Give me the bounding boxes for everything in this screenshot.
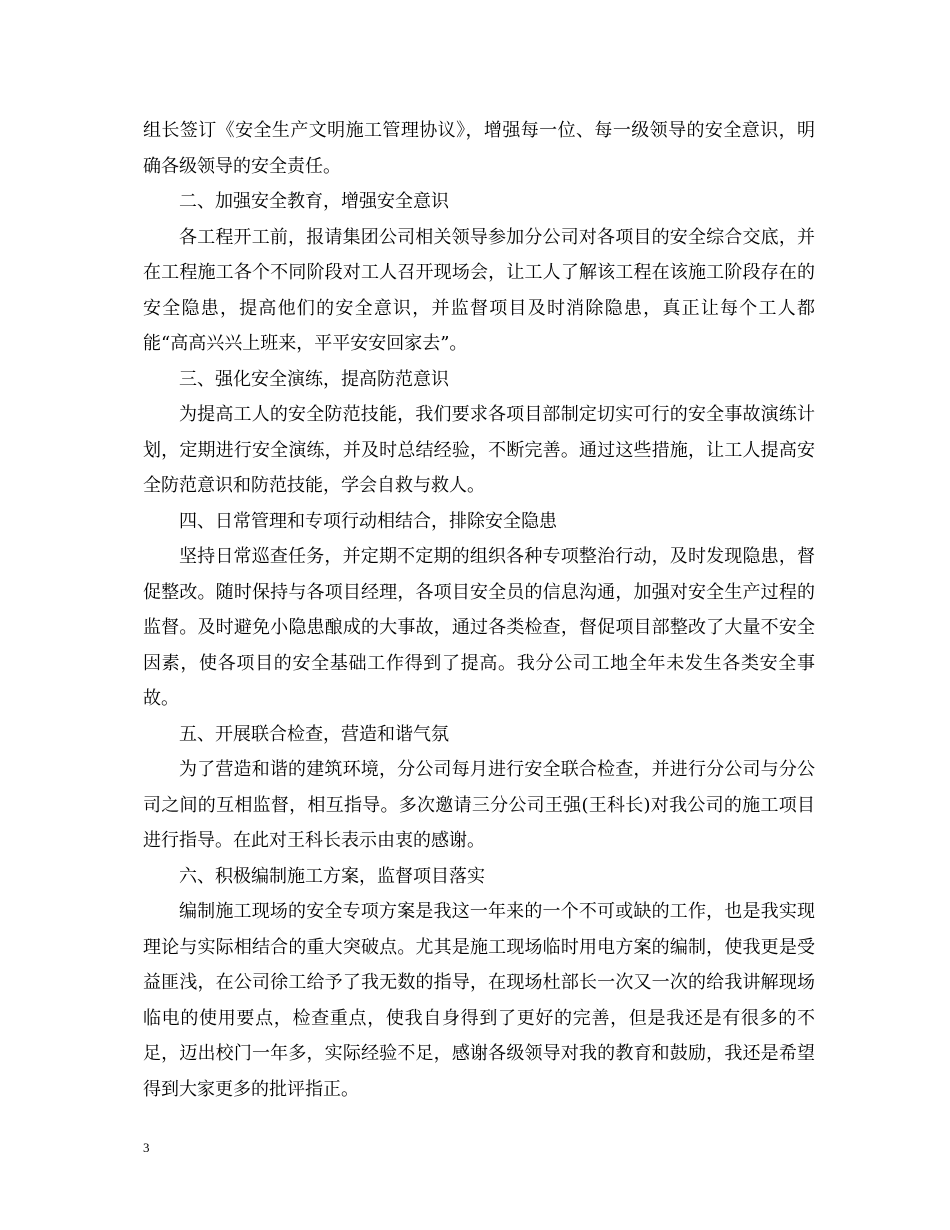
section-heading-3: 三、强化安全演练，提高防范意识 xyxy=(179,368,449,390)
paragraph-joint-inspection: 为了营造和谐的建筑环境，分公司每月进行安全联合检查，并进行分公司与分公司之间的互相监督，相互指导。多次邀请三分公司王强(王科长)对我公司的施工项目进行指导。在此对王科长表示由衷的感谢。 xyxy=(143,759,815,851)
paragraph-safety-education: 各工程开工前，报请集团公司相关领导参加分公司对各项目的安全综合交底，并在工程施工各个不同阶段对工人召开现场会，让工人了解该工程在该施工阶段存在的安全隐患，提高他们的安全意识，并监督项目及时消除隐患，真正让每个工人都能“高高兴兴上班来，平平安安回家去”。 xyxy=(143,226,815,354)
paragraph-daily-management: 坚持日常巡查任务，并定期不定期的组织各种专项整治行动，及时发现隐患，督促整改。随时保持与各项目经理，各项目安全员的信息沟通，加强对安全生产过程的监督。及时避免小隐患酿成的大事故，通过各类检查，督促项目部整改了大量不安全因素，使各项目的安全基础工作得到了提高。我分公司工地全年未发生各类安全事故。 xyxy=(143,546,815,709)
section-heading-5: 五、开展联合检查，营造和谐气氛 xyxy=(179,723,449,745)
section-heading-6: 六、积极编制施工方案，监督项目落实 xyxy=(179,865,485,887)
paragraph-continuation: 组长签订《安全生产文明施工管理协议》，增强每一位、每一级领导的安全意识，明确各级领导的安全责任。 xyxy=(143,120,815,177)
paragraph-safety-drills: 为提高工人的安全防范技能，我们要求各项目部制定切实可行的安全事故演练计划，定期进行安全演练，并及时总结经验，不断完善。通过这些措施，让工人提高安全防范意识和防范技能，学会自救与救人。 xyxy=(143,404,815,496)
section-heading-2: 二、加强安全教育，增强安全意识 xyxy=(179,191,449,212)
document-body xyxy=(143,113,815,1107)
section-heading-4: 四、日常管理和专项行动相结合，排除安全隐患 xyxy=(179,510,557,532)
page-number: 3 xyxy=(143,1140,150,1155)
paragraph-construction-plans: 编制施工现场的安全专项方案是我这一年来的一个不可或缺的工作，也是我实现理论与实际相结合的重大突破点。尤其是施工现场临时用电方案的编制，使我更是受益匪浅，在公司徐工给予了我无数的指导，在现场杜部长一次又一次的给我讲解现场临电的使用要点，检查重点，使我自身得到了更好的完善，但是我还是有很多的不足，迈出校门一年多，实际经验不足，感谢各级领导对我的教育和鼓励，我还是希望得到大家更多的批评指正。 xyxy=(143,901,815,1100)
